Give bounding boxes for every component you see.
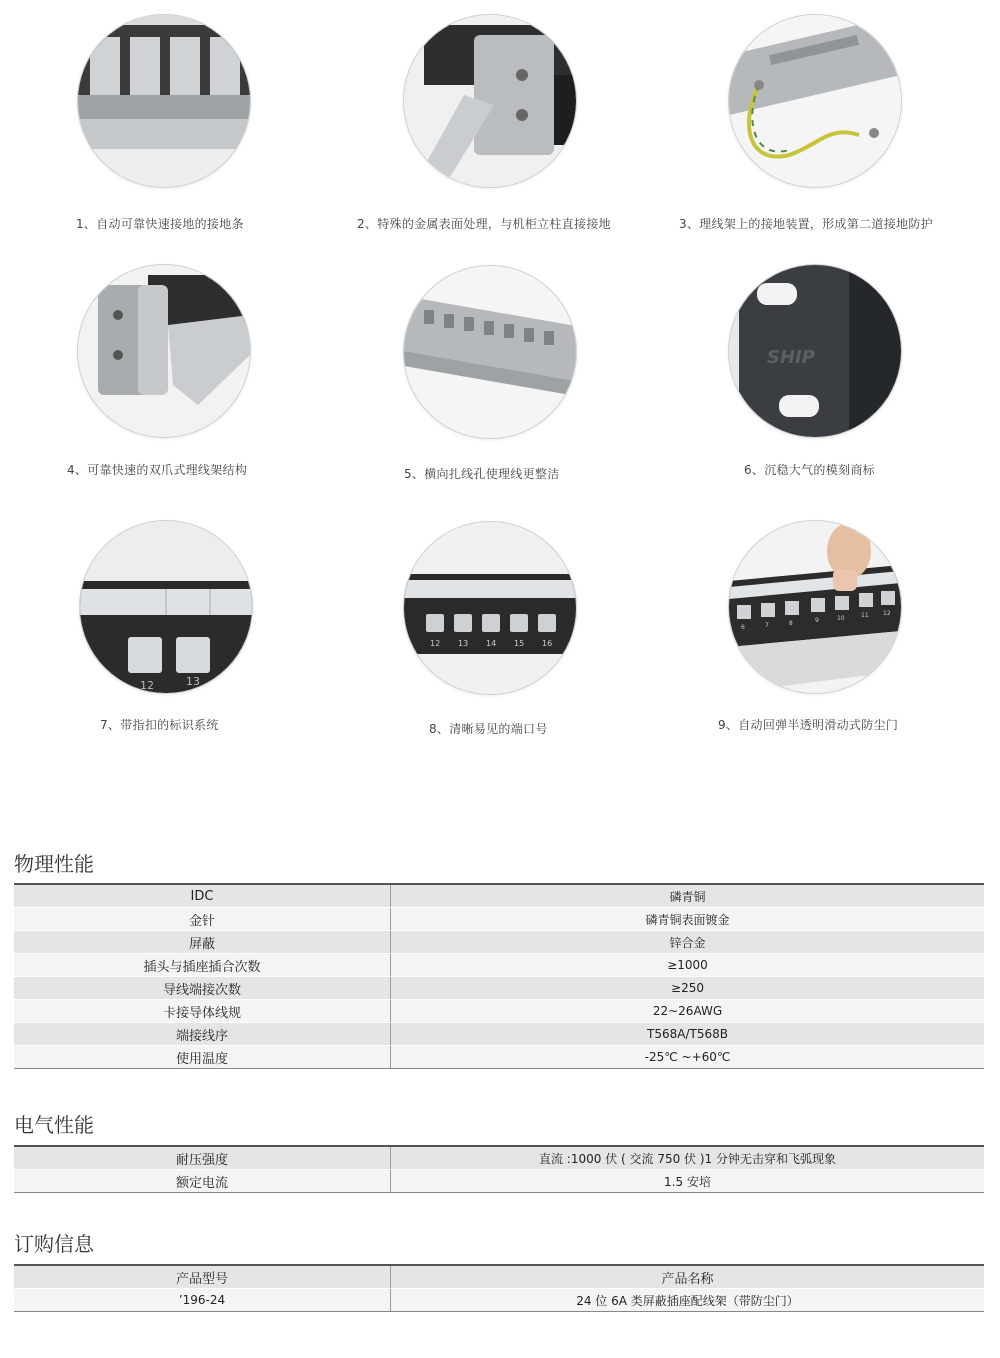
physical-label: 金针 — [14, 908, 391, 931]
physical-value: 22~26AWG — [391, 1000, 985, 1023]
physical-label: IDC — [14, 884, 391, 908]
port-num-14: 14 — [486, 639, 497, 648]
feature-image-dual-claw — [77, 264, 251, 438]
feature-image-dust-door — [728, 520, 902, 694]
ordering-section-title: 订购信息 — [14, 1232, 94, 1256]
feature-image-grounding-strip — [77, 14, 251, 188]
electrical-value: 1.5 安培 — [391, 1170, 985, 1193]
feature-image-metal-bracket — [403, 14, 577, 188]
door-port-12: 12 — [883, 610, 891, 617]
door-port-7: 7 — [765, 622, 769, 629]
physical-section-title: 物理性能 — [14, 852, 94, 876]
port-num-12: 12 — [430, 639, 441, 648]
electrical-label: 额定电流 — [14, 1170, 391, 1193]
physical-row — [14, 954, 984, 977]
ordering-table — [14, 1264, 984, 1312]
door-port-9: 9 — [815, 617, 819, 624]
feature-image-ground-wire — [728, 14, 902, 188]
feature-image-port-numbers — [403, 521, 577, 695]
physical-row — [14, 908, 984, 931]
logo-text: SHIP — [767, 347, 815, 368]
port-label-13: 13 — [186, 675, 200, 688]
dust-door-icon — [729, 521, 901, 693]
port-label-12: 12 — [140, 679, 154, 692]
cable-tie-bar-icon — [404, 266, 576, 438]
ordering-row — [14, 1289, 984, 1312]
feature-caption-2: 2、特殊的金属表面处理，与机柜立柱直接接地 — [357, 217, 611, 231]
physical-value: 磷青铜表面镀金 — [391, 908, 985, 931]
physical-row — [14, 1046, 984, 1069]
physical-row — [14, 1023, 984, 1046]
port-num-15: 15 — [514, 639, 525, 648]
physical-label: 屏蔽 — [14, 931, 391, 954]
door-port-11: 11 — [861, 612, 869, 619]
physical-value: 磷青铜 — [391, 884, 985, 908]
feature-caption-7: 7、带指扣的标识系统 — [100, 718, 219, 732]
molded-logo-icon — [729, 265, 901, 437]
physical-label: 导线端接次数 — [14, 977, 391, 1000]
feature-caption-1: 1、自动可靠快速接地的接地条 — [76, 217, 244, 231]
physical-label: 卡接导体线规 — [14, 1000, 391, 1023]
label-system-icon — [80, 521, 252, 693]
physical-row — [14, 977, 984, 1000]
physical-label: 使用温度 — [14, 1046, 391, 1069]
port-num-16: 16 — [542, 639, 553, 648]
feature-image-label-system — [79, 520, 253, 694]
electrical-spec-table — [14, 1145, 984, 1193]
physical-value: 锌合金 — [391, 931, 985, 954]
physical-label: 端接线序 — [14, 1023, 391, 1046]
electrical-row — [14, 1146, 984, 1170]
grounding-strip-icon — [78, 15, 250, 187]
ordering-name: 24 位 6A 类屏蔽插座配线架（带防尘门） — [391, 1289, 985, 1312]
electrical-label: 耐压强度 — [14, 1146, 391, 1170]
door-port-6: 6 — [741, 624, 745, 631]
ordering-header-model: 产品型号 — [14, 1265, 391, 1289]
door-port-10: 10 — [837, 615, 845, 622]
feature-caption-5: 5、横向扎线孔使理线更整洁 — [404, 467, 560, 481]
electrical-value: 直流 :1000 伏 ( 交流 750 伏 )1 分钟无击穿和飞弧现象 — [391, 1146, 985, 1170]
ordering-header-row — [14, 1265, 984, 1289]
physical-row — [14, 884, 984, 908]
physical-row — [14, 1000, 984, 1023]
metal-bracket-icon — [404, 15, 576, 187]
port-numbers-icon — [404, 522, 576, 694]
ordering-header-name: 产品名称 — [391, 1265, 985, 1289]
physical-value: -25℃ ~+60℃ — [391, 1046, 985, 1069]
feature-caption-6: 6、沉稳大气的模刻商标 — [744, 463, 875, 477]
physical-spec-table — [14, 883, 984, 1069]
electrical-section-title: 电气性能 — [14, 1113, 94, 1137]
physical-label: 插头与插座插合次数 — [14, 954, 391, 977]
feature-caption-8: 8、清晰易见的端口号 — [429, 722, 548, 736]
dual-claw-icon — [78, 265, 250, 437]
ordering-model: ’196-24 — [14, 1289, 391, 1312]
physical-row — [14, 931, 984, 954]
physical-value: T568A/T568B — [391, 1023, 985, 1046]
ground-wire-icon — [729, 15, 901, 187]
door-port-8: 8 — [789, 620, 793, 627]
physical-value: ≥250 — [391, 977, 985, 1000]
feature-image-cable-tie-bar — [403, 265, 577, 439]
physical-value: ≥1000 — [391, 954, 985, 977]
port-num-13: 13 — [458, 639, 469, 648]
feature-caption-3: 3、理线架上的接地装置，形成第二道接地防护 — [679, 217, 933, 231]
electrical-row — [14, 1170, 984, 1193]
feature-caption-9: 9、自动回弹半透明滑动式防尘门 — [718, 718, 899, 732]
feature-caption-4: 4、可靠快速的双爪式理线架结构 — [67, 463, 248, 477]
feature-image-molded-logo — [728, 264, 902, 438]
